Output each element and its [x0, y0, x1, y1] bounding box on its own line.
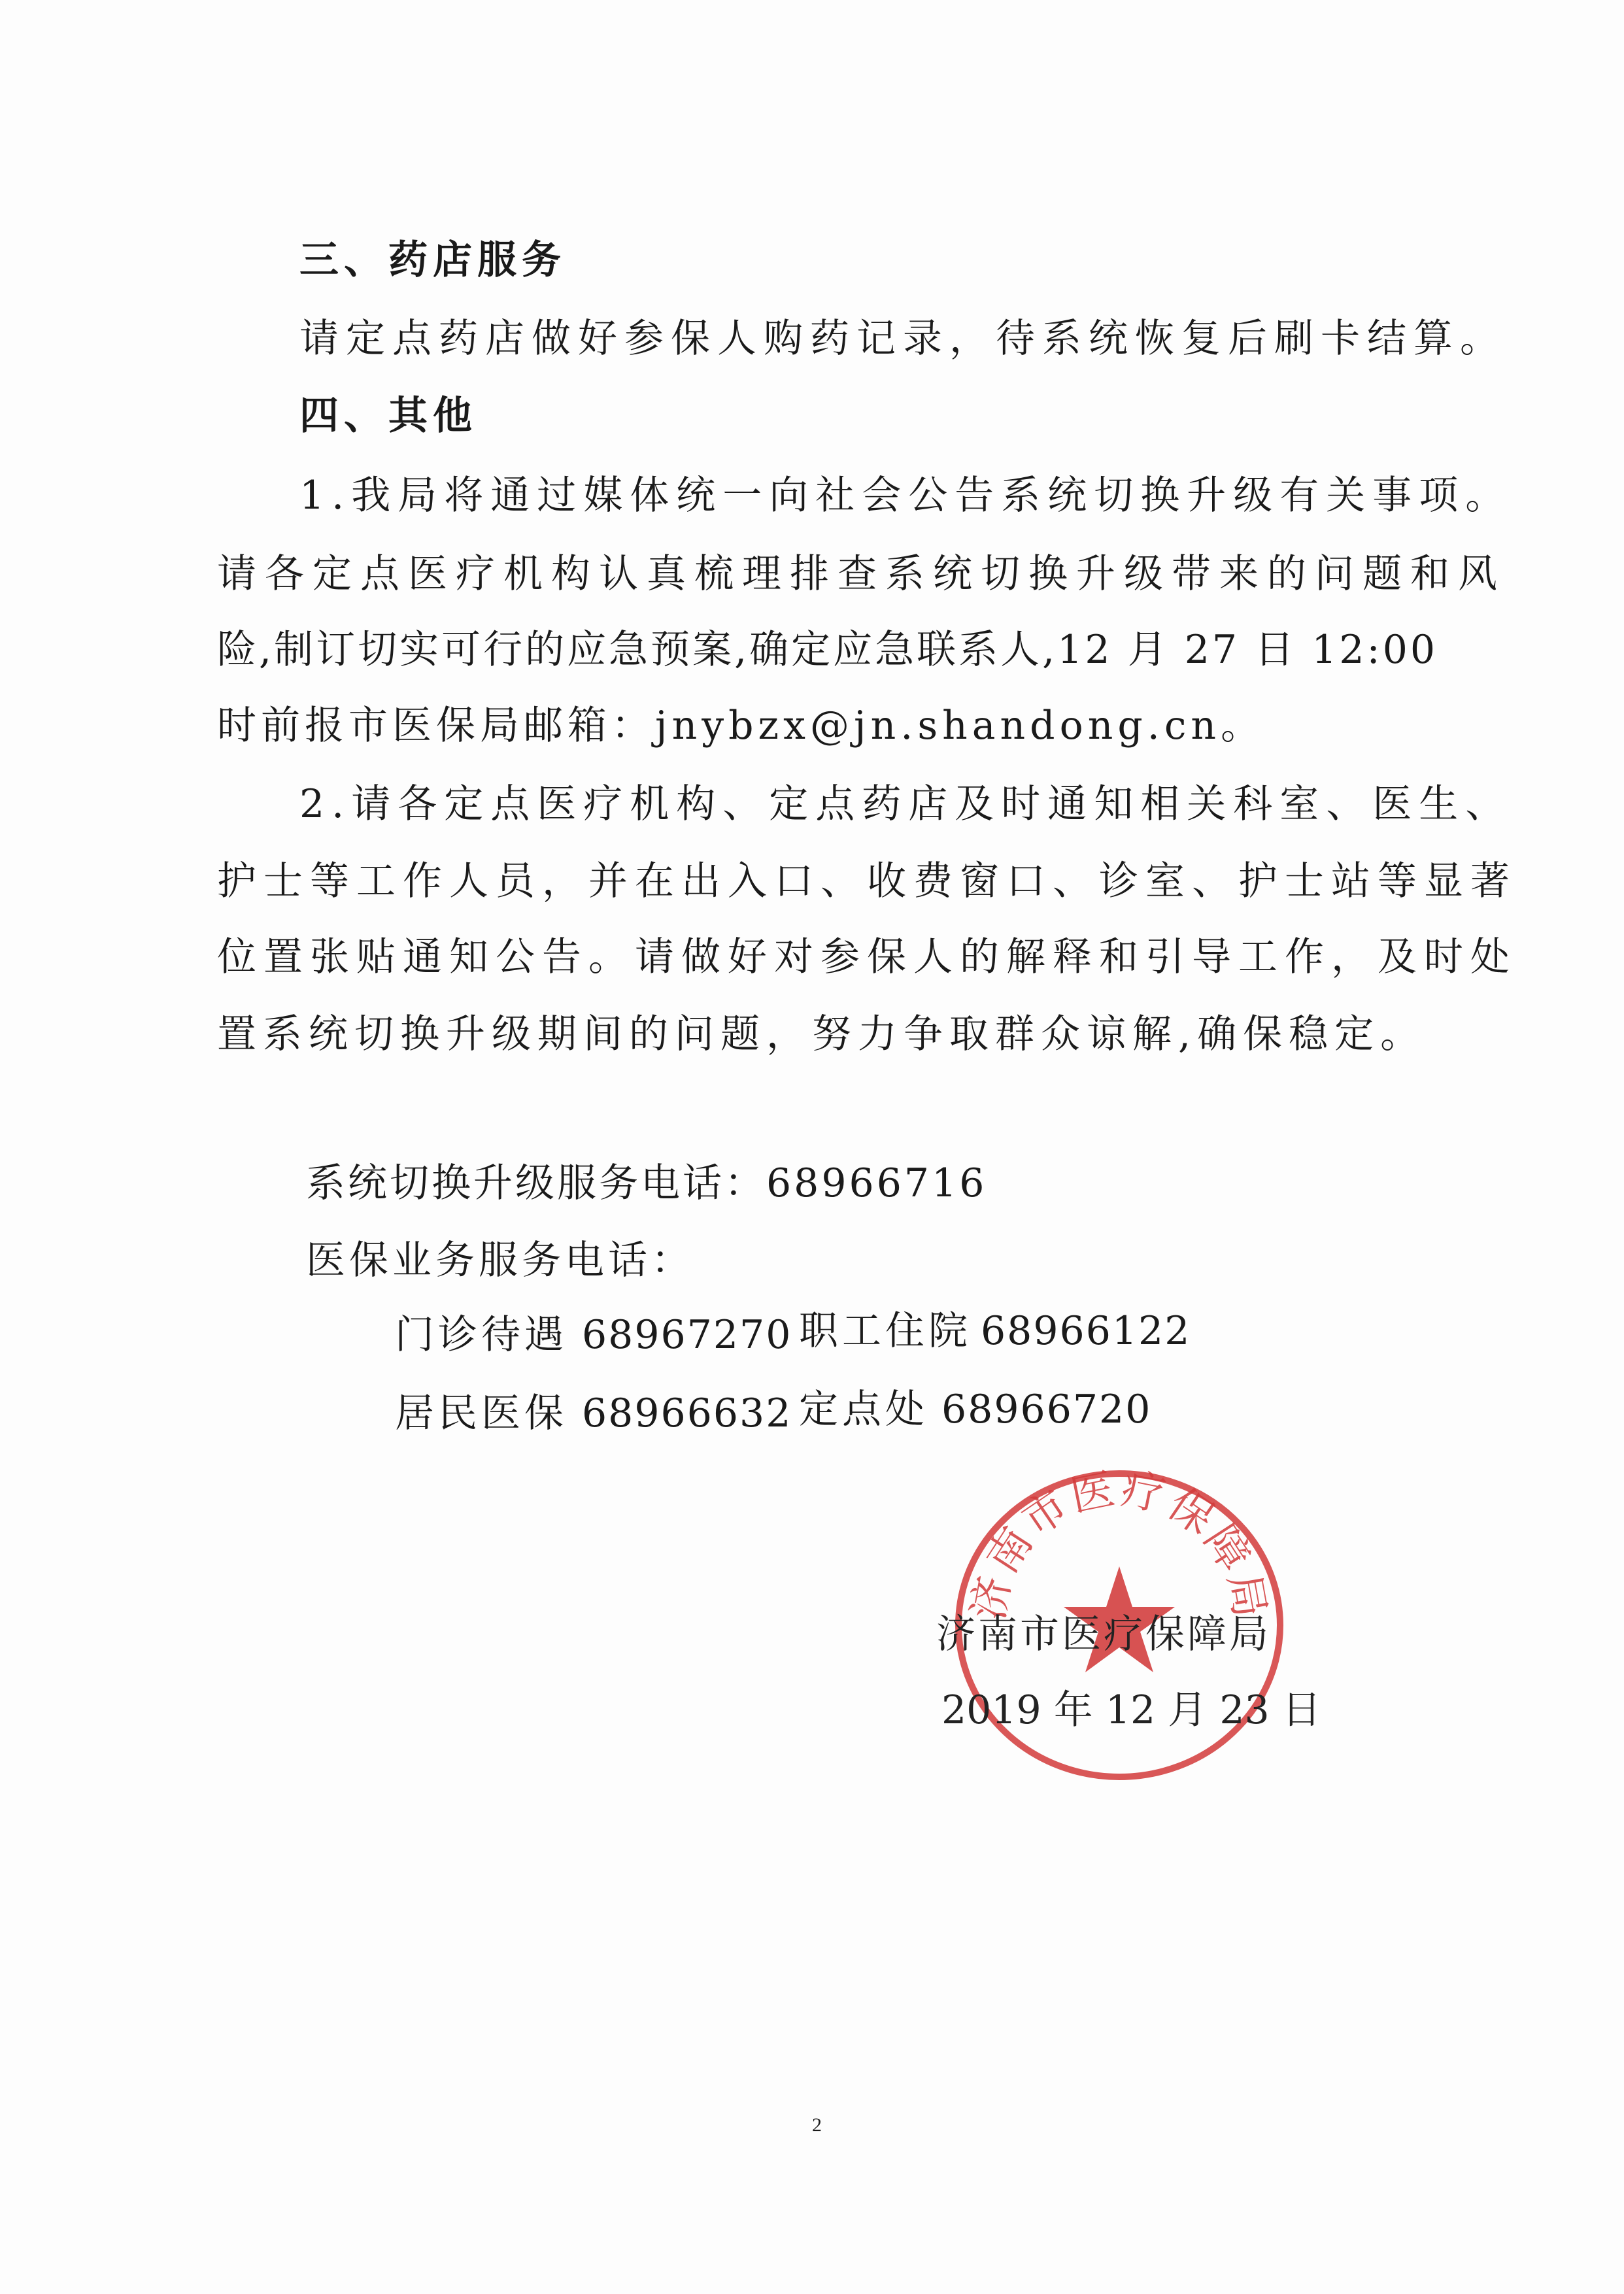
svg-text:济南市医疗保障局: 济南市医疗保障局: [962, 1463, 1276, 1624]
pharmacy-paragraph: 请定点药店做好参保人购药记录，待系统恢复后刷卡结算。: [299, 316, 1506, 362]
contact-label-designated-office: 定点处: [799, 1387, 928, 1432]
contact-phone-designated-office: 68966720: [941, 1387, 1152, 1432]
section-heading-pharmacy: 三、药店服务: [299, 237, 566, 283]
system-upgrade-phone: 系统切换升级服务电话：68966716: [306, 1160, 987, 1206]
item1-line-2: 请各定点医疗机构认真梳理排查系统切换升级带来的问题和风: [217, 551, 1506, 597]
item2-line-3: 位置张贴通知公告。请做好对参保人的解释和引导工作，及时处: [217, 934, 1517, 980]
item2-line-2: 护士等工作人员，并在出入口、收费窗口、诊室、护士站等显著: [217, 858, 1517, 904]
contact-label-resident-insurance: 居民医保: [395, 1391, 567, 1436]
signature-date: 2019 年 12 月 23 日: [941, 1687, 1321, 1733]
contact-phone-resident-insurance: 68966632: [582, 1391, 792, 1436]
item1-line-1: 1.我局将通过媒体统一向社会公告系统切换升级有关事项。: [299, 473, 1512, 518]
contact-phone-employee-hospital: 68966122: [981, 1308, 1191, 1354]
page-number: 2: [812, 2114, 822, 2136]
item2-line-1: 2.请各定点医疗机构、定点药店及时通知相关科室、医生、: [299, 781, 1512, 827]
contact-label-outpatient: 门诊待遇: [395, 1312, 567, 1358]
contact-label-employee-hospital: 职工住院: [799, 1308, 972, 1354]
item1-line-4: 时前报市医保局邮箱：jnybzx@jn.shandong.cn。: [217, 703, 1265, 749]
section-heading-other: 四、其他: [299, 393, 477, 439]
contact-phone-outpatient: 68967270: [582, 1312, 792, 1358]
item2-line-4: 置系统切换升级期间的问题，努力争取群众谅解,确保稳定。: [217, 1011, 1427, 1057]
business-phone-label: 医保业务服务电话：: [306, 1238, 694, 1283]
item1-line-3: 险,制订切实可行的应急预案,确定应急联系人,12 月 27 日 12:00: [217, 627, 1438, 673]
signature-organization: 济南市医疗保障局: [936, 1611, 1271, 1657]
